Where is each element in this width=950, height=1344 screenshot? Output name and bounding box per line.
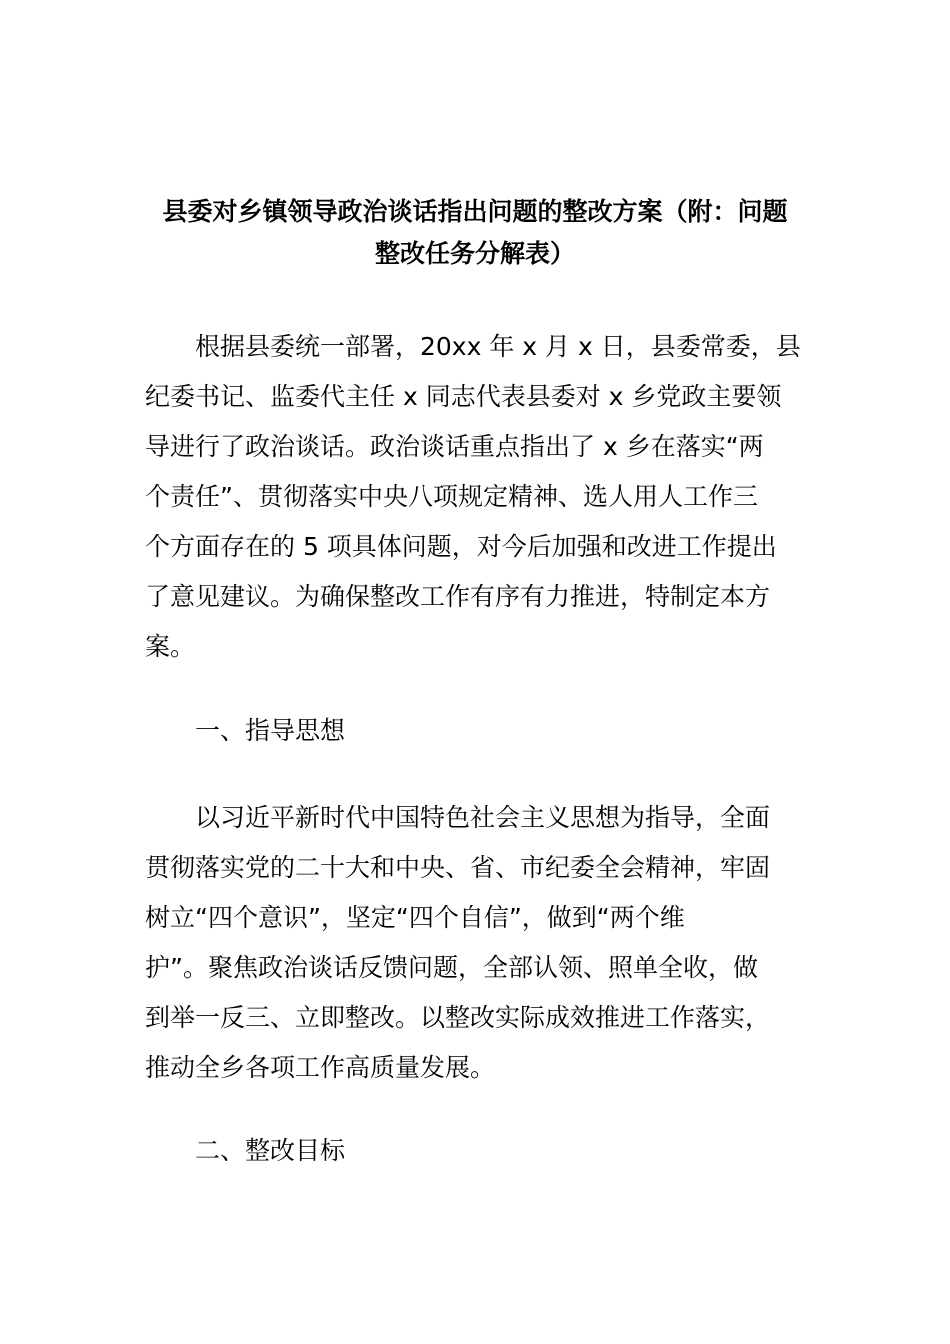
- title-line-1: 县委对乡镇领导政治谈话指出问题的整改方案（附：问题: [162, 197, 788, 226]
- intro-line: 导进行了政治谈话。政治谈话重点指出了 x 乡在落实“两: [145, 432, 764, 461]
- section1-line: 护”。聚焦政治谈话反馈问题，全部认领、照单全收，做: [145, 953, 758, 982]
- intro-line: 个方面存在的 5 项具体问题，对今后加强和改进工作提出: [145, 532, 777, 561]
- intro-line: 根据县委统一部署，20xx 年 x 月 x 日，县委常委，县: [195, 332, 801, 361]
- section1-line: 到举一反三、立即整改。以整改实际成效推进工作落实，: [145, 1003, 771, 1032]
- intro-line: 案。: [145, 632, 196, 661]
- section1-line: 贯彻落实党的二十大和中央、省、市纪委全会精神，牢固: [145, 853, 771, 882]
- section-heading-guiding-thought: 一、指导思想: [195, 716, 346, 745]
- intro-line: 纪委书记、监委代主任 x 同志代表县委对 x 乡党政主要领: [145, 382, 782, 411]
- intro-line: 个责任”、贯彻落实中央八项规定精神、选人用人工作三: [145, 482, 758, 511]
- intro-paragraph: [145, 322, 810, 672]
- section1-line: 以习近平新时代中国特色社会主义思想为指导，全面: [195, 803, 771, 832]
- section1-paragraph: [145, 793, 810, 1093]
- document-title: [140, 191, 810, 275]
- section1-line: 树立“四个意识”，坚定“四个自信”，做到“两个维: [145, 903, 685, 932]
- intro-line: 了意见建议。为确保整改工作有序有力推进，特制定本方: [145, 582, 771, 611]
- section1-line: 推动全乡各项工作高质量发展。: [145, 1053, 496, 1082]
- section-heading-rectification-goals: 二、整改目标: [195, 1136, 346, 1165]
- title-line-2: 整改任务分解表）: [374, 239, 575, 268]
